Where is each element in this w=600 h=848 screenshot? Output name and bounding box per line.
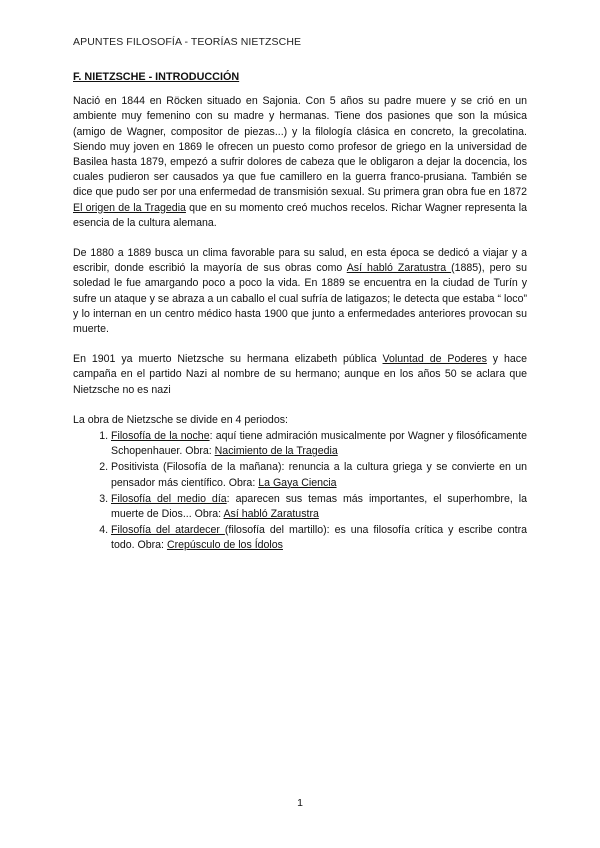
paragraph-later-life (73, 246, 527, 337)
periods-intro: La obra de Nietzsche se divide en 4 periodos: (73, 413, 288, 426)
paragraph-text: (1885), pero su soledad le fue amargando poco a poco la vida. En 1889 se encuentra en la ciudad de Turín y sufre un ataque y se abraza a un caballo el cual sufría de latigazos; le detecta que estaba “ loco” y lo internan en un centro médico hasta 1900 que junto a enfermedades anteriores provocan su muerte. (73, 262, 527, 336)
paragraph-text: que en su momento creó muchos recelos. Richar Wagner representa la esencia de la cultura alemana. (73, 201, 528, 229)
work-title-voluntad-poderes: Voluntad de Poderes (382, 353, 487, 366)
period-description: Positivista (Filosofía de la mañana): renuncia a la cultura griega y se convierte en un pensador más científico. Obra: (111, 461, 527, 489)
page-number: 1 (297, 797, 303, 809)
page-header: APUNTES FILOSOFÍA - TEORÍAS NIETZSCHE (73, 36, 302, 48)
period-work: Nacimiento de la Tragedia (214, 445, 338, 458)
period-work: La Gaya Ciencia (258, 476, 337, 489)
list-item (111, 492, 527, 522)
paragraph-text: En 1901 ya muerto Nietzsche su hermana elizabeth pública (73, 353, 383, 366)
section-title: F. NIETZSCHE - INTRODUCCIÓN (73, 71, 240, 83)
paragraph-biography (73, 94, 527, 231)
period-work: Así habló Zaratustra (223, 508, 319, 521)
period-description: : aparecen sus temas más importantes, el superhombre, la muerte de Dios... Obra: (111, 492, 527, 521)
list-item (111, 460, 527, 490)
periods-list (73, 429, 527, 554)
period-name: Filosofía del medio día (111, 492, 227, 505)
paragraph-text: Nació en 1844 en Röcken situado en Sajonia. Con 5 años su padre muere y se crió en un ambiente muy femenino con su madre y hermanas. Tiene dos pasiones que son la música (amigo de Wagner, compositor de piezas...) y la filología clásica en concreto, la grecolatina. Siendo muy joven en 1869 le ofrecen un puesto como profesor de griego en la universidad de Basilea hasta 1879, empezó a sufrir dolores de cabeza que le obligaron a dejar la docencia, los cuales pudieron ser causados ya que fue camillero en la guerra franco-prusiana. También se dice que pudo ser por una enfermedad de transmisión sexual. Su primera gran obra fue en 1872 (73, 95, 527, 199)
period-name: Filosofía de la noche (111, 430, 210, 443)
document-body (73, 70, 527, 555)
paragraph-text: De 1880 a 1889 busca un clima favorable para su salud, en esta época se dedicó a viajar y a escribir, donde escribió la mayoría de sus obras como (73, 247, 527, 275)
period-description: : aquí tiene admiración musicalmente por Wagner y filosóficamente Schopenhauer. Obra: (111, 430, 528, 458)
period-work: Crepúsculo de los Ídolos (166, 539, 283, 552)
list-item (111, 523, 527, 553)
paragraph-text: y hace campaña en el partido Nazi al nombre de su hermano; aunque en los años 50 se aclara que Nietzsche no es nazi (73, 353, 527, 396)
paragraph-posthumous (73, 352, 527, 398)
period-description: (filosofía del martillo): es una filosofía crítica y escribe contra todo. Obra: (111, 524, 527, 552)
work-title-zaratustra: Así habló Zaratustra (346, 262, 452, 275)
period-name: Filosofía del atardecer (111, 524, 225, 537)
list-item (111, 429, 527, 459)
work-title-origen-tragedia: El origen de la Tragedia (73, 201, 186, 214)
